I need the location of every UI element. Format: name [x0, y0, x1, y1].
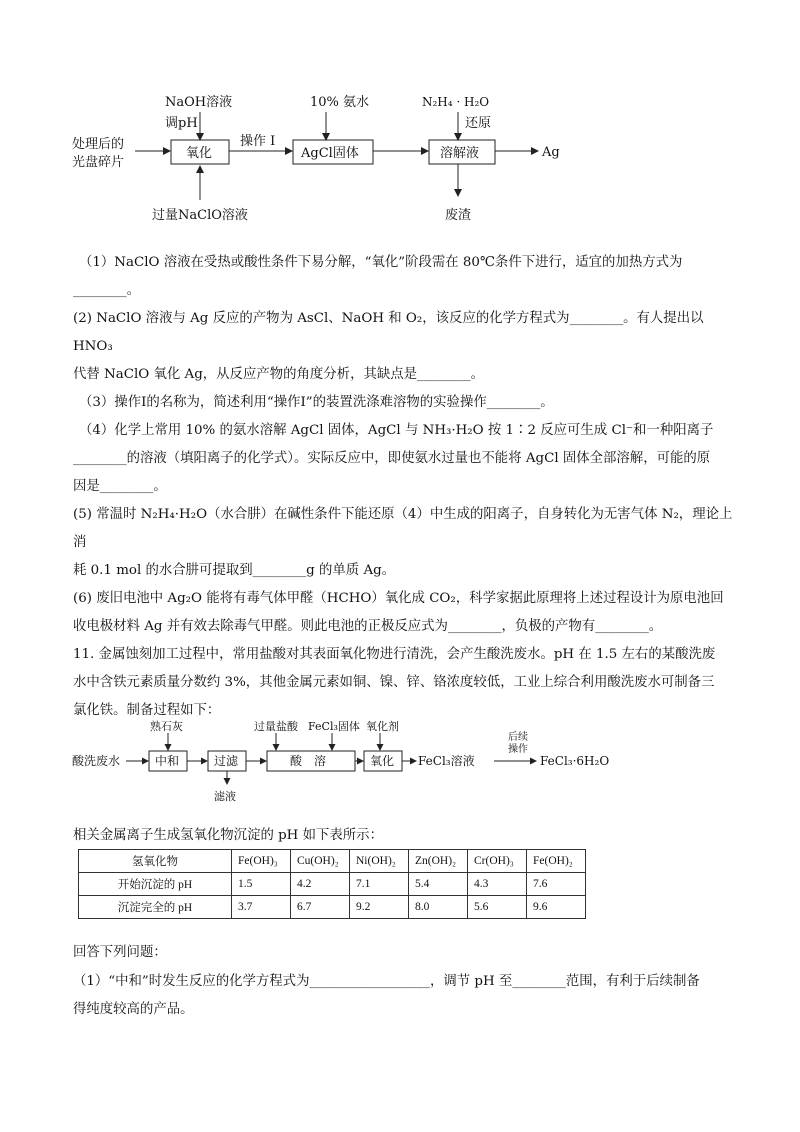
product-label: FeCl₃·6H₂O — [540, 754, 610, 768]
line-1: （1）NaClO 溶液在受热或酸性条件下易分解，“氧化”阶段需在 80℃条件下进行，适宜的加热方式为 — [79, 255, 683, 270]
line-7: ________的溶液（填阳离子的化学式）。实际反应中，即使氨水过量也不能将 AgCl 固体全部溶解，可能的原 — [73, 451, 711, 466]
naclo-label: 过量NaClO溶液 — [152, 208, 248, 223]
filtrate-label: 滤液 — [214, 790, 236, 803]
table-cell: 6.7 — [291, 896, 350, 919]
answer-intro: 回答下列问题： — [73, 945, 167, 960]
q1-line-2: 得纯度较高的产品。 — [73, 1002, 194, 1017]
ag-label: Ag — [542, 145, 560, 160]
table-header-row — [79, 850, 586, 873]
table-cell: 7.6 — [527, 873, 586, 896]
adjust-ph-label: 调pH — [165, 116, 198, 131]
silver-recovery-flowchart — [60, 88, 580, 228]
input-label-2: 光盘碎片 — [72, 155, 125, 170]
line-3: (2) NaClO 溶液与 Ag 反应的产物为 AsCl、NaOH 和 O₂，该反应的化学方程式为________。有人提出以 HNO₃ — [73, 311, 704, 354]
ph-table — [78, 849, 586, 919]
table-row — [79, 873, 586, 896]
oxidize-label: 氧化 — [186, 146, 213, 161]
table-cell: 8.0 — [409, 896, 468, 919]
naoh-label: NaOH溶液 — [165, 95, 233, 110]
table-cell: 4.2 — [291, 873, 350, 896]
hcl-label: 过量盐酸 — [254, 720, 298, 733]
table-cell: Cu(OH)₂ — [291, 850, 350, 873]
line-13: 11. 金属蚀刻加工过程中，常用盐酸对其表面氧化物进行清洗，会产生酸洗废水。pH 在 1.5 左右的某酸洗废 — [73, 647, 716, 662]
line-6: （4）化学上常用 10% 的氨水溶解 AgCl 固体，AgCl 与 NH₃·H₂O 按 1∶2 反应可生成 Cl⁻和一种阳离子 — [79, 423, 714, 438]
n2h4-label: N₂H₄ · H₂O — [422, 95, 490, 109]
table-cell: Fe(OH)₂ — [527, 850, 586, 873]
table-cell: 氢氧化物 — [79, 850, 232, 873]
fecl3-solution-label: FeCl₃溶液 — [418, 754, 475, 768]
line-12: 收电极材料 Ag 并有效去除毒气甲醛。则此电池的正极反应式为________，负极的产物有________。 — [73, 619, 663, 634]
line-14: 水中含铁元素质量分数约 3%，其他金属元素如铜、镍、锌、铬浓度较低，工业上综合利用酸洗废水可制备三 — [73, 675, 715, 690]
oxidant-label: 氧化剂 — [366, 720, 399, 733]
lime-label: 熟石灰 — [150, 720, 183, 733]
dissolve-label: 溶解液 — [440, 146, 480, 161]
follow-op-2: 操作 — [508, 744, 528, 755]
line-8: 因是________。 — [73, 479, 167, 494]
ammonia-label: 10% 氨水 — [310, 95, 370, 110]
table-cell: 3.7 — [232, 896, 291, 919]
op1-label: 操作 I — [240, 134, 276, 149]
waste-label: 废渣 — [445, 208, 472, 223]
table-cell: Zn(OH)₂ — [409, 850, 468, 873]
line-2: ________。 — [73, 283, 140, 298]
table-cell: Cr(OH)₃ — [468, 850, 527, 873]
reduce-label: 还原 — [465, 116, 492, 131]
table-cell: 9.6 — [527, 896, 586, 919]
table-cell: 开始沉淀的 pH — [79, 873, 232, 896]
table-cell: 7.1 — [350, 873, 409, 896]
agcl-label: AgCl固体 — [301, 146, 359, 161]
table-cell: 沉淀完全的 pH — [79, 896, 232, 919]
line-4: 代替 NaClO 氧化 Ag，从反应产物的角度分析，其缺点是________。 — [73, 367, 484, 382]
q1-block — [73, 968, 733, 1024]
input-label-1: 处理后的 — [72, 137, 125, 152]
oxidize2-label: 氧化 — [370, 754, 395, 768]
fecl3-solid-label: FeCl₃固体 — [308, 720, 360, 733]
table-cell: 5.6 — [468, 896, 527, 919]
table-cell: Ni(OH)₂ — [350, 850, 409, 873]
table-cell: 9.2 — [350, 896, 409, 919]
table-intro: 相关金属离子生成氢氧化物沉淀的 pH 如下表所示： — [73, 828, 383, 843]
line-11: (6) 废旧电池中 Ag₂O 能将有毒气体甲醛（HCHO）氧化成 CO₂，科学家据此原理将上述过程设计为原电池回 — [73, 591, 724, 606]
neutralize-label: 中和 — [155, 754, 180, 768]
input-waste-label: 酸洗废水 — [72, 754, 121, 768]
table-cell: 1.5 — [232, 873, 291, 896]
line-5: （3）操作Ⅰ的名称为，简述利用“操作Ⅰ”的装置洗涤难溶物的实验操作________。 — [79, 395, 554, 410]
filter-label: 过滤 — [214, 754, 239, 768]
questions-block — [73, 249, 733, 725]
follow-op-1: 后续 — [508, 732, 528, 743]
table-cell: 4.3 — [468, 873, 527, 896]
line-9: (5) 常温时 N₂H₄·H₂O（水合肼）在碱性条件下能还原（4）中生成的阳离子，自身转化为无害气体 N₂，理论上消 — [73, 507, 733, 550]
q1-line-1: （1）“中和”时发生反应的化学方程式为__________________，调节 pH 至________范围，有利于后续制备 — [73, 974, 700, 989]
fecl3-preparation-flowchart — [70, 718, 610, 808]
acid-dissolve-label: 酸 溶 — [290, 754, 327, 768]
table-cell: Fe(OH)₃ — [232, 850, 291, 873]
line-15: 氯化铁。制备过程如下： — [73, 703, 221, 718]
table-row — [79, 896, 586, 919]
table-cell: 5.4 — [409, 873, 468, 896]
line-10: 耗 0.1 mol 的水合肼可提取到________g 的单质 Ag。 — [73, 563, 396, 578]
